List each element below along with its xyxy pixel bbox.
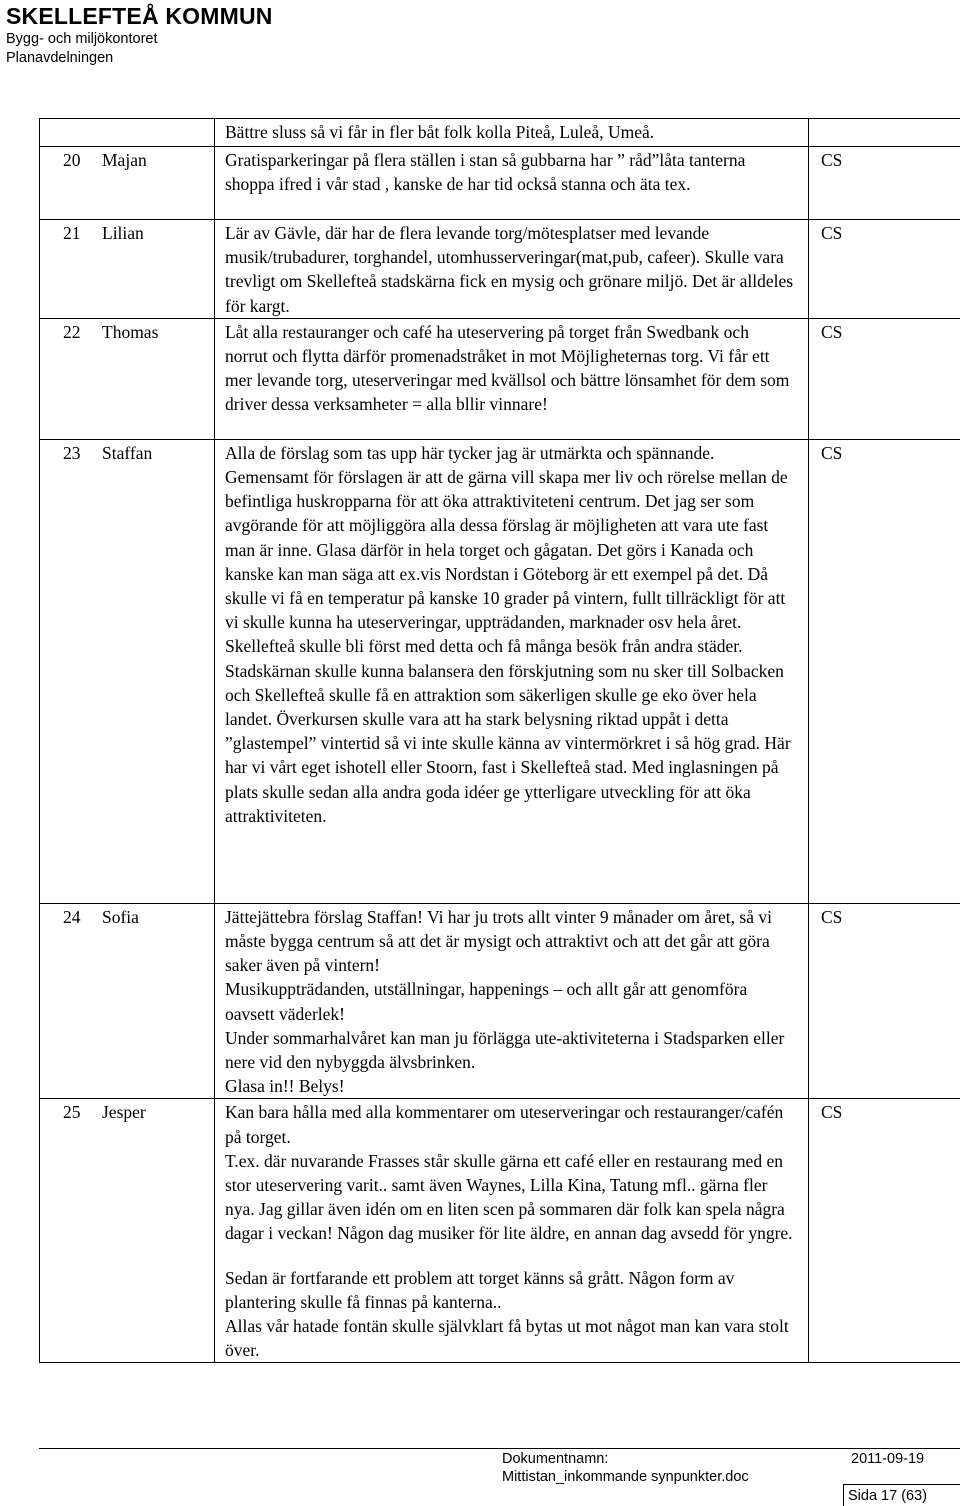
- signature-cell: [809, 119, 960, 147]
- signature-cell: [809, 1099, 960, 1363]
- signature-initials: CS: [821, 223, 842, 243]
- author-cell: [40, 147, 215, 220]
- footer-doc-label: Dokumentnamn:: [502, 1450, 608, 1469]
- signature-cell: [809, 318, 960, 439]
- signature-cell: [809, 220, 960, 319]
- entry-number: 22: [40, 320, 102, 344]
- table-row: [40, 318, 960, 439]
- comment-cell: [215, 119, 809, 147]
- comment-paragraph: Allas vår hatade fontän skulle självklart få bytas ut mot något man kan vara stolt över.: [225, 1314, 796, 1362]
- comment-paragraph: Musikuppträdanden, utställningar, happenings – och allt går att genomföra oavsett väderlek!: [225, 977, 796, 1025]
- letterhead: [6, 2, 273, 68]
- entry-number: 21: [40, 221, 102, 245]
- comment-cell: [215, 220, 809, 319]
- author-name: Thomas: [102, 320, 214, 344]
- signature-initials: CS: [821, 907, 842, 927]
- author-name: Staffan: [102, 441, 214, 465]
- comment-paragraph: Sedan är fortfarande ett problem att torget känns så grått. Någon form av plantering skulle få finnas på kanterna..: [225, 1266, 796, 1314]
- footer-date: 2011-09-19: [851, 1450, 924, 1469]
- author-cell: [40, 318, 215, 439]
- author-name: Jesper: [102, 1100, 214, 1124]
- table-row: [40, 147, 960, 220]
- comment-cell: [215, 318, 809, 439]
- table-row: [40, 903, 960, 1099]
- comment-paragraph: Jättejättebra förslag Staffan! Vi har ju trots allt vinter 9 månader om året, så vi måste bygga centrum så att det är mysigt och attraktivt och att det går att göra saker även på vintern!: [225, 905, 796, 978]
- author-name: Sofia: [102, 905, 214, 929]
- author-cell: [40, 439, 215, 903]
- comment-paragraph: Kan bara hålla med alla kommentarer om uteserveringar och restauranger/cafén på torget.: [225, 1100, 796, 1148]
- footer-doc-name: Mittistan_inkommande synpunkter.doc: [502, 1468, 749, 1487]
- table-row: [40, 439, 960, 903]
- comment-cell: [215, 147, 809, 220]
- author-cell: [40, 119, 215, 147]
- comment-paragraph: T.ex. där nuvarande Frasses står skulle gärna ett café eller en restaurang med en stor uteservering varit.. samt även Waynes, Lilla Kina, Tatung mfl.. gärna fler nya. Jag gillar även idén om en liten scen på sommaren där folk kan spela några dagar i veckan! Någon dag musiker för lite äldre, en annan dag avsedd för yngre.: [225, 1149, 796, 1246]
- table-row: [40, 220, 960, 319]
- department-name: Bygg- och miljökontoret: [6, 30, 273, 49]
- table-row: [40, 1099, 960, 1363]
- author-name: Majan: [102, 148, 214, 172]
- signature-cell: [809, 903, 960, 1099]
- entry-number: 25: [40, 1100, 102, 1124]
- signature-initials: CS: [821, 322, 842, 342]
- organization-name: SKELLEFTEÅ KOMMUN: [6, 2, 273, 30]
- comment-paragraph: Gratisparkeringar på flera ställen i stan så gubbarna har ” råd”låta tanterna shoppa ifred i vår stad , kanske de har tid också stanna och äta tex.: [225, 148, 796, 196]
- comment-paragraph: Under sommarhalvåret kan man ju förlägga ute-aktiviteterna i Stadsparken eller nere vid den nybyggda älvsbrinken.: [225, 1026, 796, 1074]
- comments-table: [39, 118, 960, 1363]
- division-name: Planavdelningen: [6, 49, 273, 68]
- signature-cell: [809, 439, 960, 903]
- comment-paragraph: Glasa in!! Belys!: [225, 1074, 796, 1098]
- author-cell: [40, 220, 215, 319]
- entry-number: 23: [40, 441, 102, 465]
- signature-initials: CS: [821, 150, 842, 170]
- author-name: Lilian: [102, 221, 214, 245]
- comment-cell: [215, 903, 809, 1099]
- footer-divider: [39, 1448, 960, 1449]
- author-cell: [40, 903, 215, 1099]
- comment-paragraph: Alla de förslag som tas upp här tycker jag är utmärkta och spännande. Gemensamt för förslagen är att de gärna vill skapa mer liv och rörelse mellan de befintliga huskropparna för att öka attraktiviteteni centrum. Det jag ser som avgörande för att möjliggöra alla dessa förslag är möjligheten att vara ute fast man är inne. Glasa därför in hela torget och gågatan. Det görs i Kanada och kanske kan man säga att ex.vis Nordstan i Göteborg är ett exempel på det. Då skulle vi få en temperatur på kanske 10 grader på vintern, fullt tillräckligt för att vi skulle kunna ha uteserveringar, uppträdanden, marknader osv hela året. Skellefteå skulle bli först med detta och få många besök från andra städer. Stadskärnan skulle kunna balansera den förskjutning som nu sker till Solbacken och Skellefteå skulle få en attraktion som säkerligen skulle ge eko över hela landet. Överkursen skulle vara att ha stark belysning riktad uppåt i detta ”glastempel” vintertid så vi inte skulle känna av vintermörkret i så hög grad. Här har vi vårt eget ishotell eller Stoorn, fast i Skellefteå stad. Med inglasningen på plats skulle sedan alla andra goda idéer ge ytterligare utveckling för att öka attraktiviteten.: [225, 441, 796, 828]
- comment-cell: [215, 439, 809, 903]
- signature-cell: [809, 147, 960, 220]
- page-number: Sida 17 (63): [848, 1487, 927, 1506]
- comment-paragraph: Lär av Gävle, där har de flera levande torg/mötesplatser med levande musik/trubadurer, torghandel, utomhusserveringar(mat,pub, cafeer). Skulle vara trevligt om Skellefteå stadskärna fick en mysig och grönare miljö. Det är alldeles för kargt.: [225, 221, 796, 318]
- comment-paragraph: Bättre sluss så vi får in fler båt folk kolla Piteå, Luleå, Umeå.: [225, 120, 796, 144]
- entry-number: 24: [40, 905, 102, 929]
- author-cell: [40, 1099, 215, 1363]
- comment-paragraph: Låt alla restauranger och café ha uteservering på torget från Swedbank och norrut och flytta därför promenadstråket in mot Möjligheternas torg. Vi får ett mer levande torg, uteserveringar med kvällsol och bättre lönsamhet för dem som driver dessa verksamheter = alla bllir vinnare!: [225, 320, 796, 417]
- comment-cell: [215, 1099, 809, 1363]
- signature-initials: CS: [821, 1102, 842, 1122]
- table-row: [40, 119, 960, 147]
- entry-number: 20: [40, 148, 102, 172]
- signature-initials: CS: [821, 443, 842, 463]
